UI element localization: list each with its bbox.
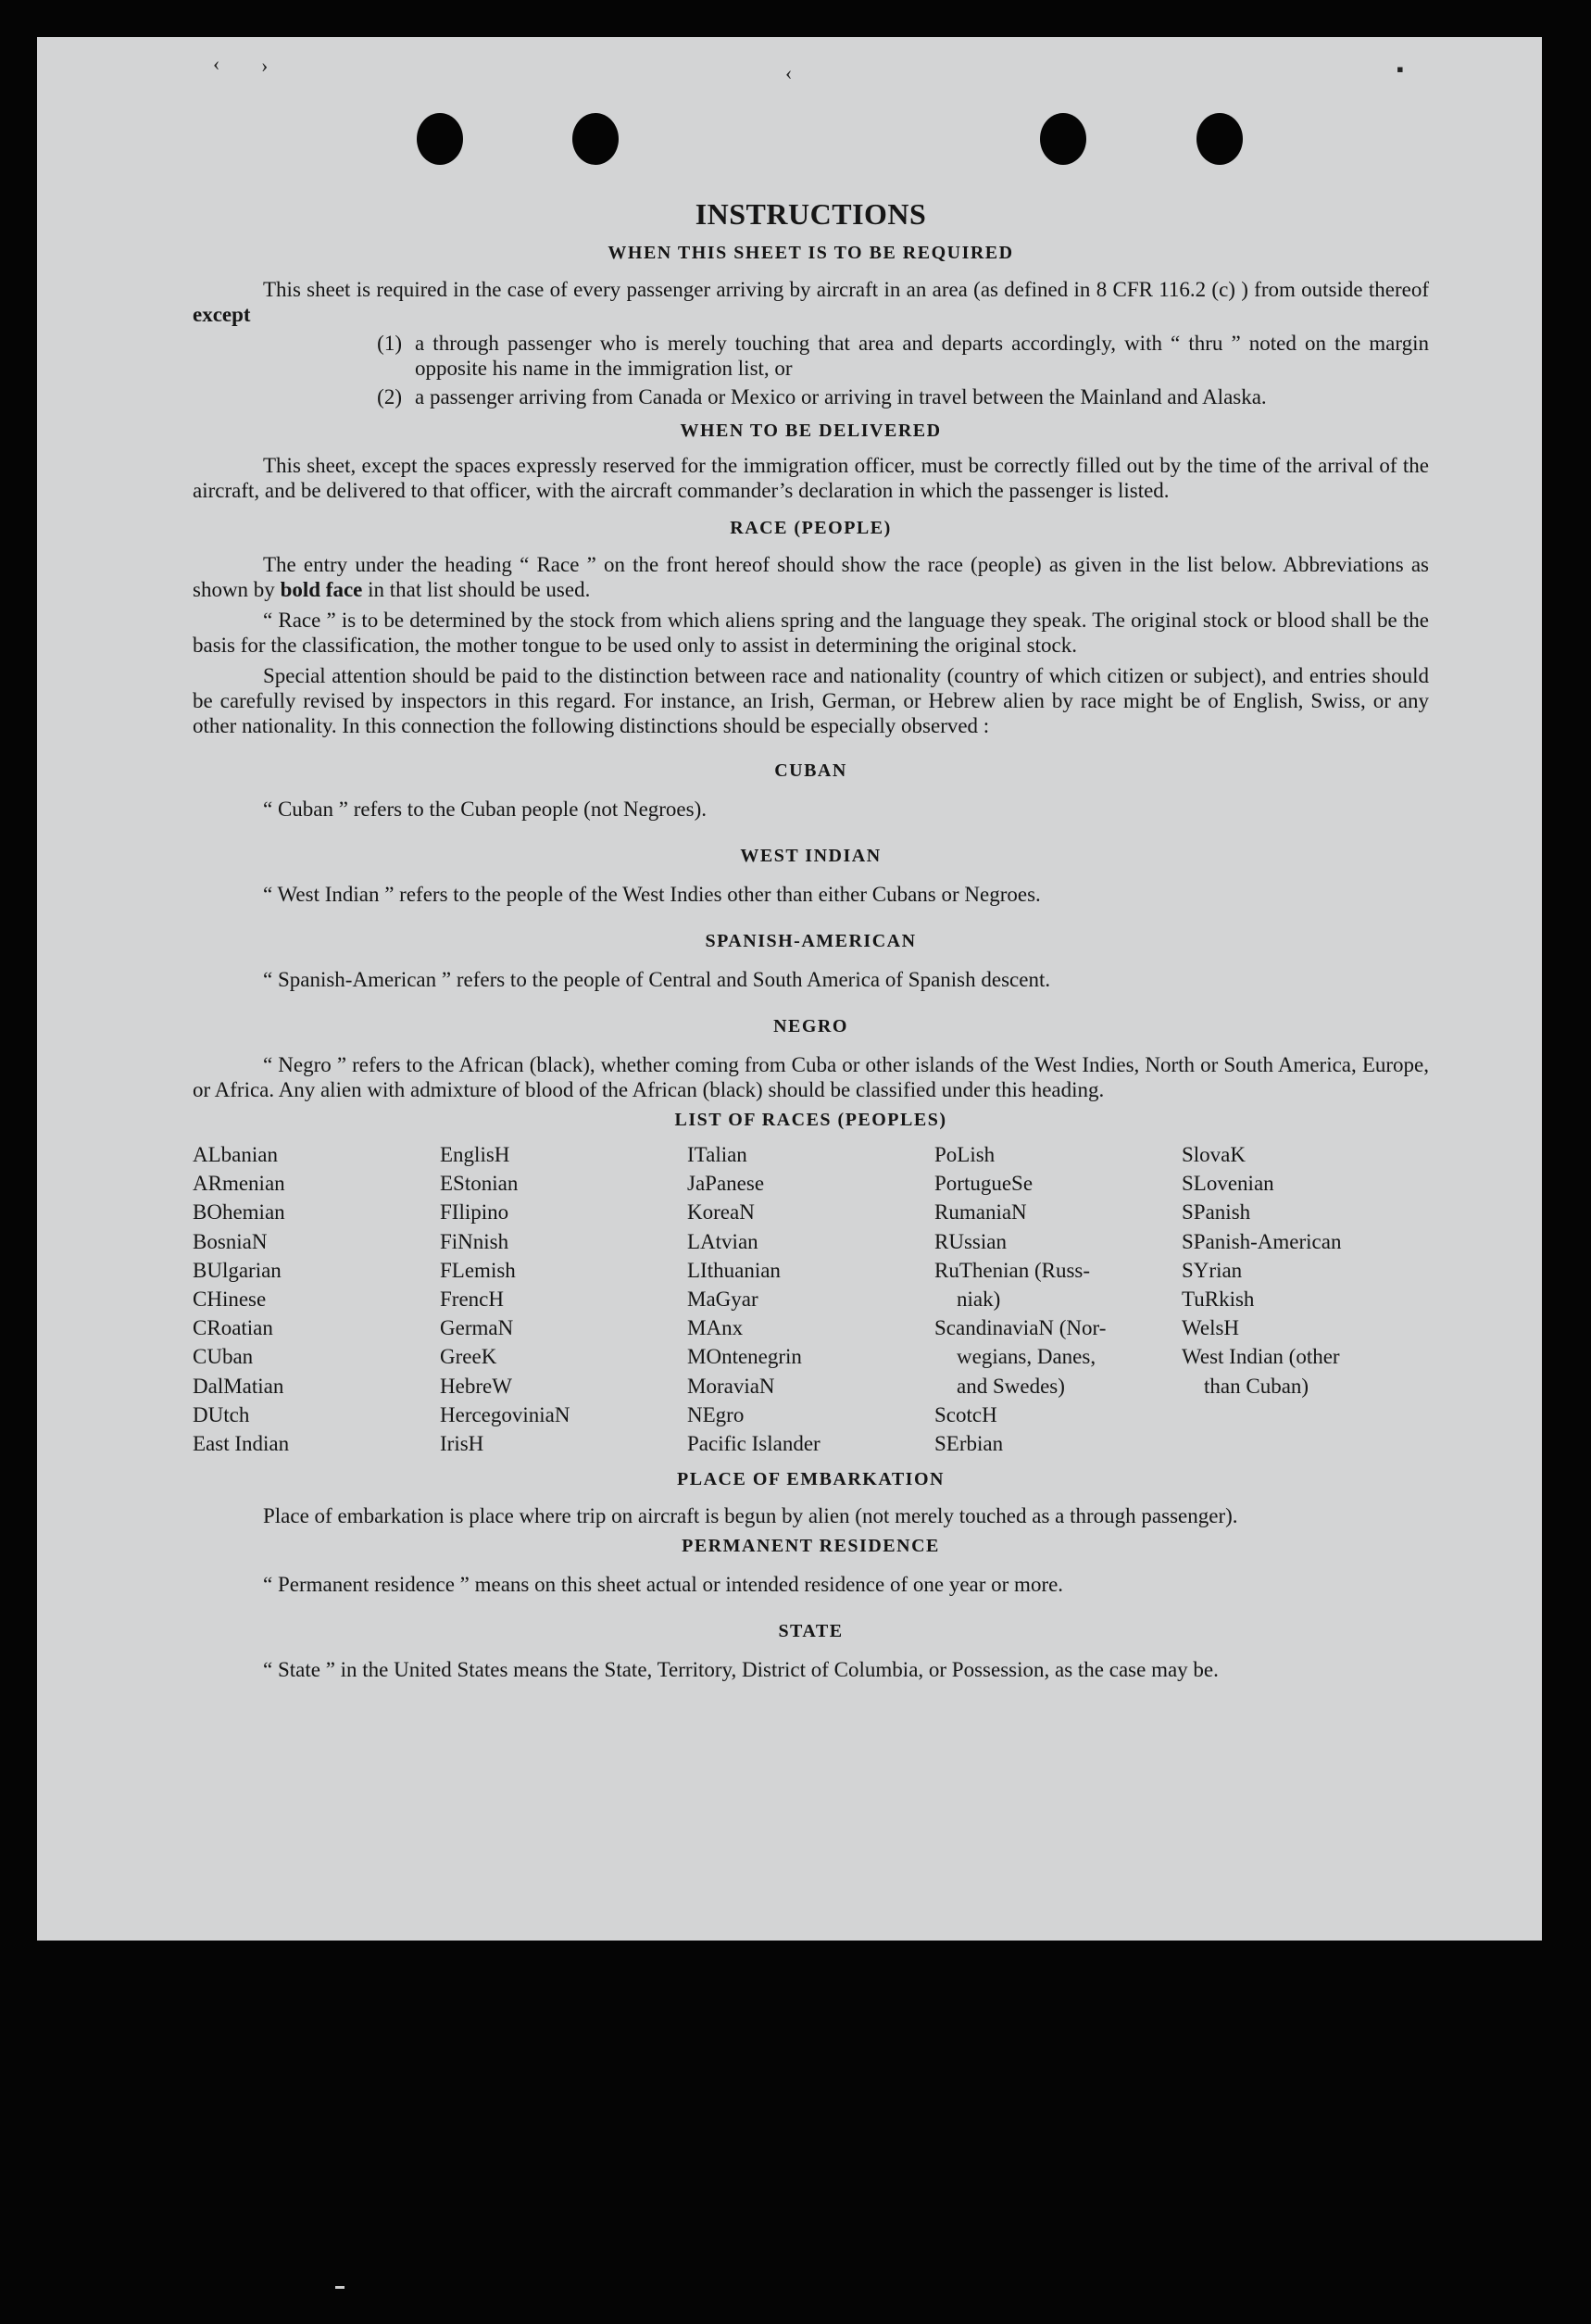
- section-heading-when-required: WHEN THIS SHEET IS TO BE REQUIRED: [608, 243, 1014, 263]
- race-text-a: CR: [193, 1316, 221, 1340]
- paragraph-cuban: “ Cuban ” refers to the Cuban people (not Negroes).: [263, 798, 708, 821]
- race-text-a: Bosnia: [193, 1229, 252, 1253]
- race-entry: [193, 1313, 440, 1342]
- race-text-a: PoL: [934, 1143, 971, 1166]
- race-text-b: oatian: [220, 1316, 273, 1340]
- race-text-b: yar: [731, 1288, 758, 1312]
- scan-mark: ‹: [785, 61, 793, 84]
- race-text-a: Iris: [440, 1432, 469, 1456]
- paragraph-when-delivered: This sheet, except the spaces expressly reserved for the immigration officer, must be correctly filled out by the time of the arrival of the aircraft, and be delivered to that officer, with the aircraft commander’s declaration in which the passenger is listed.: [193, 454, 1429, 502]
- race-text-a: NE: [687, 1402, 716, 1426]
- race-text-a: MaG: [687, 1288, 732, 1312]
- race-text-a: RuThenian (Russ-: [934, 1258, 1091, 1282]
- race-text-a: DU: [193, 1402, 224, 1426]
- paragraph-negro: “ Negro ” refers to the African (black), whether coming from Cuba or other islands of the West Indies, North or South America, Europe, or Africa. Any alien with admixture of blood of the African (black) should be classified under this heading.: [193, 1053, 1429, 1101]
- race-text-b: rbian: [958, 1432, 1004, 1456]
- race-entry: [687, 1227, 934, 1256]
- race-entry: [934, 1342, 1182, 1371]
- race-text-a: West Indian (other: [1182, 1345, 1340, 1369]
- race-text-a: BU: [193, 1258, 222, 1282]
- race-entry: [687, 1429, 934, 1458]
- section-heading-cuban: CUBAN: [774, 760, 847, 781]
- race-text-b: gro: [715, 1402, 745, 1426]
- race-entry: [1182, 1372, 1429, 1401]
- race-text-a: than Cuban): [1204, 1374, 1309, 1398]
- race-entry: [193, 1342, 440, 1371]
- text: This sheet is required in the case of every passenger arriving by aircraft in an area (as defined in 8 CFR 116.2 (c) ) from outside thereof: [263, 278, 1429, 301]
- race-entry: [687, 1401, 934, 1429]
- race-text-a: East Indian: [193, 1432, 290, 1456]
- list-item: [193, 331, 1429, 381]
- section-heading-negro: NEGRO: [773, 1016, 848, 1036]
- race-text-b: alian: [706, 1143, 747, 1166]
- race-entry: [934, 1372, 1182, 1401]
- scan-artifact: [335, 2286, 345, 2289]
- race-text-a: Hebre: [440, 1374, 493, 1398]
- race-entry: [440, 1256, 687, 1285]
- race-text-a: AR: [193, 1172, 222, 1196]
- race-text-a: SY: [1182, 1258, 1209, 1282]
- race-entry: [440, 1372, 687, 1401]
- race-text-a: FL: [440, 1258, 465, 1282]
- race-entry: [1182, 1169, 1429, 1198]
- race-entry: [934, 1227, 1182, 1256]
- race-entry: [440, 1169, 687, 1198]
- race-entry: [934, 1313, 1182, 1342]
- race-text-a: CH: [193, 1288, 222, 1312]
- race-entry: [934, 1429, 1182, 1458]
- race-text-b: anish: [1205, 1200, 1251, 1225]
- race-entry: [193, 1429, 440, 1458]
- paragraph-embarkation: Place of embarkation is place where trip on aircraft is begun by alien (not merely touched as a through passenger).: [263, 1504, 1238, 1528]
- race-entry: [687, 1342, 934, 1371]
- race-entry: [193, 1256, 440, 1285]
- race-entry: [193, 1285, 440, 1313]
- race-entry: [1182, 1285, 1429, 1313]
- race-entry: [193, 1372, 440, 1401]
- race-text-b: N: [251, 1229, 268, 1253]
- race-entry: [934, 1198, 1182, 1226]
- race-entry: [193, 1169, 440, 1198]
- race-text-a: Gree: [440, 1345, 482, 1369]
- race-text-a: PortugueS: [934, 1172, 1023, 1196]
- race-text-b: banian: [220, 1143, 278, 1166]
- race-text-b: N: [739, 1200, 755, 1225]
- paragraph-race-2: “ Race ” is to be determined by the stock from which aliens spring and the language they speak. The original stock or blood shall be the basis for the classification, the mother tongue to be used only to assist in determining the original stock.: [193, 609, 1429, 657]
- scan-mark: ▪: [1397, 57, 1404, 81]
- race-text-b: N: [1011, 1200, 1027, 1225]
- race-text-b: K: [481, 1345, 497, 1369]
- races-table: [193, 1140, 1429, 1458]
- race-text-a: CU: [193, 1345, 222, 1369]
- race-text-b: e: [1022, 1172, 1034, 1196]
- paragraph-race-3: Special attention should be paid to the distinction between race and nationality (country of which citizen or subject), and entries should be carefully revised by inspectors in this regard. For instance, an Irish, German, or Hebrew alien by race might be of English, Swiss, or any other nationality. In this connection the following distinctions should be especially observed :: [193, 664, 1429, 737]
- race-text-a: Korea: [687, 1200, 740, 1225]
- race-entry: [934, 1256, 1182, 1285]
- race-text-a: Frenc: [440, 1288, 489, 1312]
- race-entry: [440, 1342, 687, 1371]
- race-entry: [440, 1401, 687, 1429]
- races-column: [1182, 1140, 1429, 1458]
- race-text-a: LI: [687, 1258, 708, 1282]
- race-entry: [440, 1429, 687, 1458]
- race-text-b: N: [497, 1316, 514, 1340]
- race-text-a: RU: [934, 1229, 964, 1253]
- race-text-b: ssian: [963, 1229, 1007, 1253]
- race-entry: [440, 1198, 687, 1226]
- item-number: (1): [377, 332, 402, 355]
- section-heading-spanish-american: SPANISH-AMERICAN: [705, 931, 917, 951]
- races-column: [193, 1140, 440, 1458]
- item-number: (2): [377, 385, 402, 408]
- item-text: a passenger arriving from Canada or Mexico or arriving in travel between the Mainland and Alaska.: [415, 385, 1267, 408]
- race-text-b: tonian: [464, 1172, 519, 1196]
- section-heading-permanent-residence: PERMANENT RESIDENCE: [682, 1536, 940, 1557]
- race-text-b: inese: [221, 1288, 267, 1312]
- race-text-b: rian: [1209, 1258, 1243, 1282]
- race-entry: [687, 1313, 934, 1342]
- scan-mark: ›: [261, 54, 269, 77]
- race-text-a: Germa: [440, 1316, 498, 1340]
- race-text-b: tvian: [715, 1229, 758, 1253]
- race-text-a: SL: [1182, 1172, 1207, 1196]
- race-text-a: SE: [934, 1432, 959, 1456]
- race-text-a: Englis: [440, 1143, 495, 1166]
- race-entry: [687, 1285, 934, 1313]
- item-text: a through passenger who is merely touching that area and departs accordingly, with “ thru ” noted on the margin opposite his name in the immigration list, or: [415, 332, 1429, 380]
- race-entry: [687, 1169, 934, 1198]
- race-text-b: nx: [721, 1316, 744, 1340]
- race-text-a: SP: [1182, 1200, 1206, 1225]
- race-entry: [1182, 1313, 1429, 1342]
- race-text-a: FiN: [440, 1229, 473, 1253]
- race-entry: [193, 1140, 440, 1169]
- race-text-a: Wels: [1182, 1316, 1224, 1340]
- race-entry: [934, 1140, 1182, 1169]
- race-text-b: H: [982, 1402, 997, 1426]
- scan-mark: ‹: [213, 52, 220, 75]
- paragraph-when-required: [193, 277, 1429, 327]
- race-text-a: SP: [1182, 1229, 1206, 1253]
- race-entry: [934, 1169, 1182, 1198]
- race-text-a: IT: [687, 1143, 707, 1166]
- race-entry: [440, 1313, 687, 1342]
- race-text-a: FI: [440, 1200, 459, 1225]
- section-heading-race: RACE (PEOPLE): [730, 518, 892, 538]
- race-entry: [1182, 1227, 1429, 1256]
- race-entry: [1182, 1256, 1429, 1285]
- paragraph-west-indian: “ West Indian ” refers to the people of the West Indies other than either Cubans or Negroes.: [263, 883, 1041, 906]
- race-text-b: anish-American: [1205, 1229, 1342, 1253]
- race-text-b: N: [554, 1402, 570, 1426]
- races-column: [687, 1140, 934, 1458]
- race-text-b: lipino: [458, 1200, 509, 1225]
- race-text-a: Hercegovinia: [440, 1402, 555, 1426]
- paragraph-permanent-residence: “ Permanent residence ” means on this sheet actual or intended residence of one year or more.: [263, 1573, 1064, 1597]
- race-text-a: LA: [687, 1229, 716, 1253]
- race-text-a: JaP: [687, 1172, 717, 1196]
- race-entry: [193, 1198, 440, 1226]
- race-entry: [1182, 1140, 1429, 1169]
- section-heading-when-delivered: WHEN TO BE DELIVERED: [680, 421, 942, 441]
- race-text-b: thuanian: [707, 1258, 781, 1282]
- race-entry: [440, 1227, 687, 1256]
- race-text-b: H: [468, 1432, 484, 1456]
- race-text-b: anese: [716, 1172, 765, 1196]
- race-text-a: Slova: [1182, 1143, 1231, 1166]
- section-heading-state: STATE: [778, 1621, 844, 1642]
- race-text-a: AL: [193, 1143, 221, 1166]
- section-heading-embarkation: PLACE OF EMBARKATION: [677, 1469, 945, 1490]
- race-text-b: H: [494, 1143, 510, 1166]
- race-text-a: and Swedes): [957, 1374, 1065, 1398]
- race-text-a: Rumania: [934, 1200, 1012, 1225]
- race-text-b: ban: [221, 1345, 254, 1369]
- race-text-a: wegians, Danes,: [957, 1345, 1096, 1369]
- race-entry: [687, 1140, 934, 1169]
- race-text-b: ish: [970, 1143, 996, 1166]
- race-text-a: DalMatian: [193, 1374, 284, 1398]
- race-entry: [440, 1140, 687, 1169]
- race-entry: [934, 1285, 1182, 1313]
- race-text-a: MA: [687, 1316, 722, 1340]
- race-text-b: emish: [464, 1258, 516, 1282]
- race-text-b: K: [1230, 1143, 1246, 1166]
- race-entry: [193, 1227, 440, 1256]
- paragraph-spanish-american: “ Spanish-American ” refers to the people of Central and South America of Spanish descent.: [263, 968, 1051, 991]
- race-entry: [440, 1285, 687, 1313]
- race-text-a: TuR: [1182, 1288, 1220, 1312]
- race-text-a: niak): [957, 1288, 1001, 1312]
- race-text-b: lgarian: [221, 1258, 282, 1282]
- race-text-b: hemian: [221, 1200, 285, 1225]
- race-entry: [687, 1198, 934, 1226]
- race-text-a: ES: [440, 1172, 465, 1196]
- race-entry: [1182, 1198, 1429, 1226]
- race-text-b: N (Nor-: [1038, 1316, 1107, 1340]
- paragraph-state: “ State ” in the United States means the State, Territory, District of Columbia, or Possession, as the case may be.: [263, 1658, 1219, 1682]
- races-column: [934, 1140, 1182, 1458]
- race-entry: [687, 1372, 934, 1401]
- race-text-b: kish: [1219, 1288, 1255, 1312]
- document-page: [37, 37, 1542, 1941]
- race-text-a: Scandinavia: [934, 1316, 1039, 1340]
- instructions-body: [193, 157, 1429, 1682]
- race-text-b: ovenian: [1206, 1172, 1274, 1196]
- races-column: [440, 1140, 687, 1458]
- race-text-b: H: [488, 1288, 504, 1312]
- race-text-b: tch: [223, 1402, 250, 1426]
- bold-text: bold face: [280, 578, 363, 601]
- race-text-a: MO: [687, 1345, 722, 1369]
- race-text-a: Scotc: [934, 1402, 983, 1426]
- page-title: INSTRUCTIONS: [695, 197, 927, 231]
- race-text-b: nish: [472, 1229, 509, 1253]
- race-text-b: N: [758, 1374, 775, 1398]
- race-entry: [687, 1256, 934, 1285]
- section-heading-west-indian: WEST INDIAN: [740, 846, 882, 866]
- race-text-b: ntenegrin: [721, 1345, 802, 1369]
- race-text-b: W: [492, 1374, 512, 1398]
- race-text-a: Pacific Islander: [687, 1432, 821, 1456]
- race-text-b: menian: [221, 1172, 285, 1196]
- text: in that list should be used.: [368, 578, 591, 601]
- paragraph-race-1: [193, 552, 1429, 602]
- race-entry: [934, 1401, 1182, 1429]
- section-heading-list-of-races: LIST OF RACES (PEOPLES): [674, 1110, 947, 1130]
- race-entry: [193, 1401, 440, 1429]
- race-text-a: BO: [193, 1200, 222, 1225]
- text: The entry under the heading “ Race ” on the front hereof should show the race (people) as given in the list below. Abbreviations as shown by: [193, 553, 1429, 601]
- bold-text: except: [193, 303, 251, 326]
- race-text-b: H: [1223, 1316, 1240, 1340]
- list-item: [193, 384, 1429, 409]
- race-text-a: Moravia: [687, 1374, 759, 1398]
- race-entry: [1182, 1342, 1429, 1371]
